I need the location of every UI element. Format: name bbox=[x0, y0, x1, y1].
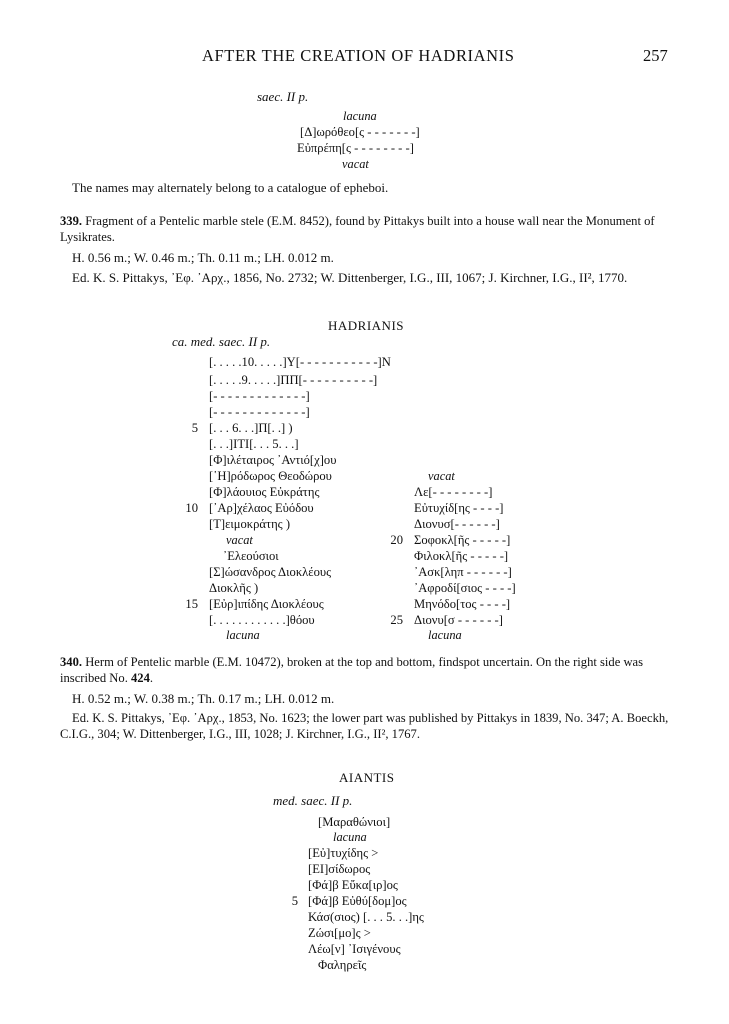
entry-340-edition: Ed. K. S. Pittakys, ᾿Εφ. ᾿Αρχ., 1853, No. 1623; the lower part was published by Pittakys in 1839, No. 347; A. Boeckh, C.I.G., 304; W. Dittenberger, I.G., III, 1028; J. Kirchner, I.G., II², 1767. bbox=[60, 711, 669, 741]
r339-line-2: Εὐτυχίδ[ης - - - -] bbox=[414, 501, 504, 515]
l339-lacuna: lacuna bbox=[226, 628, 260, 642]
a340-line-6: Κάσ(σιος) [. . . 5. . .]ης bbox=[308, 910, 424, 924]
l339-line-12: ᾿Ελεούσιοι bbox=[223, 549, 279, 563]
page-number: 257 bbox=[643, 46, 668, 65]
r339-line-7: ᾿Αφροδί[σιος - - - -] bbox=[414, 581, 516, 595]
l339-line-10: [᾿Αρ]χέλαος Εὐόδου bbox=[209, 501, 314, 515]
line-number: 15 bbox=[185, 597, 198, 611]
l339-line-14: Διοκλῆς ) bbox=[209, 581, 259, 595]
line-number: 5 bbox=[291, 894, 298, 908]
entry-340-number: 340. bbox=[60, 655, 83, 669]
l339-line-3: [- - - - - - - - - - - - -] bbox=[209, 389, 310, 403]
l339-line-4: [- - - - - - - - - - - - -] bbox=[209, 405, 310, 419]
l339-line-1: [. . . . .10. . . . .]Υ[- - - - - - - - - - -]Ν bbox=[209, 355, 391, 369]
r339-line-9: Διονυ[σ - - - - - -] bbox=[414, 613, 503, 627]
a340-line-4: [Φά]β Εὔκα[ιρ]ος bbox=[308, 878, 398, 892]
entry-339-date: ca. med. saec. II p. bbox=[172, 334, 271, 349]
prev-date bbox=[257, 89, 308, 105]
l339-line-2: [. . . . .9. . . . .]ΠΠ[- - - - - - - - - -] bbox=[209, 373, 378, 387]
l339-line-7: [Φ]ιλέταιρος ᾿Αντιό[χ]ου bbox=[209, 453, 337, 467]
r339-line-3: Διονυσ[- - - - - -] bbox=[414, 517, 500, 531]
entry-339-description-text: Fragment of a Pentelic marble stele (E.M. 8452), found by Pittakys built into a house wall near the Monument of Lysikrates. bbox=[60, 214, 655, 244]
entry-339-dimensions: H. 0.56 m.; W. 0.46 m.; Th. 0.11 m.; LH. 0.012 m. bbox=[72, 250, 334, 265]
entry-339-description bbox=[60, 213, 672, 245]
r339-line-1: Λε[- - - - - - - -] bbox=[414, 485, 493, 499]
prev-vacat: vacat bbox=[342, 157, 369, 171]
prev-date-text: saec. II p. bbox=[257, 89, 309, 104]
l339-line-11: [Τ]ειμοκράτης ) bbox=[209, 517, 291, 531]
a340-line-5: [Φά]β Εὐθύ[δομ]ος bbox=[308, 894, 407, 908]
entry-340-description-text: Herm of Pentelic marble (E.M. 10472), broken at the top and bottom, findspot uncertain. On the right side was inscribed No. bbox=[60, 655, 644, 685]
entry-340-date: med. saec. II p. bbox=[273, 793, 353, 808]
a340-line-7: Ζώσι[μο]ς > bbox=[308, 926, 371, 940]
running-title: AFTER THE CREATION OF HADRIANIS bbox=[202, 46, 515, 65]
a340-line-3: [ΕΙ]σίδωρος bbox=[308, 862, 371, 876]
line-number: 20 bbox=[390, 533, 403, 547]
entry-339-number: 339. bbox=[60, 214, 83, 228]
l339-vacat: vacat bbox=[226, 533, 253, 547]
a340-line-9: Φαληρεῖς bbox=[318, 958, 367, 972]
l339-line-9: [Φ]λάουιος Εὐκράτης bbox=[209, 485, 320, 499]
r339-lacuna: lacuna bbox=[428, 628, 462, 642]
tribe-heading-aiantis: AIANTIS bbox=[339, 770, 395, 785]
entry-340-description-end: . bbox=[149, 671, 154, 685]
l339-line-5: [. . . 6. . .]Π[. .] ) bbox=[209, 421, 293, 435]
line-number: 5 bbox=[191, 421, 198, 435]
prev-line-2: Εὐπρέπη[ς - - - - - - - -] bbox=[297, 141, 414, 155]
l339-line-6: [. . .]ΙΤΙ[. . . 5. . .] bbox=[209, 437, 299, 451]
a340-line-1: [Μαραθώνιοι] bbox=[318, 815, 391, 829]
entry-340-description bbox=[60, 654, 672, 686]
entry-339-edition: Ed. K. S. Pittakys, ᾿Εφ. ᾿Αρχ., 1856, No. 2732; W. Dittenberger, I.G., III, 1067; J. Kirchner, I.G., II², 1770. bbox=[72, 270, 628, 285]
a340-line-8: Λέω[ν] ᾿Ισιγένους bbox=[308, 942, 401, 956]
l339-line-16: [. . . . . . . . . . . .]θόου bbox=[209, 613, 315, 627]
line-number: 25 bbox=[390, 613, 403, 627]
l339-line-13: [Σ]ώσανδρος Διοκλέους bbox=[209, 565, 332, 579]
line-number: 10 bbox=[185, 501, 198, 515]
r339-vacat: vacat bbox=[428, 469, 455, 483]
entry-340-dimensions: H. 0.52 m.; W. 0.38 m.; Th. 0.17 m.; LH. 0.012 m. bbox=[72, 691, 335, 706]
l339-line-8: [῾Η]ρόδωρος Θεοδώρου bbox=[209, 469, 332, 483]
prev-note: The names may alternately belong to a catalogue of epheboi. bbox=[72, 180, 389, 195]
r339-line-8: Μηνόδο[τος - - - -] bbox=[414, 597, 511, 611]
r339-line-6: ᾿Ασκ[ληπ - - - - - -] bbox=[414, 565, 512, 579]
entry-340-cross-reference: 424 bbox=[131, 671, 150, 685]
l339-line-15: [Εὐρ]ιπίδης Διοκλέους bbox=[209, 597, 324, 611]
a340-line-2: [Εὐ]τυχίδης > bbox=[308, 846, 379, 860]
prev-lacuna: lacuna bbox=[343, 109, 377, 123]
r339-line-4: Σοφοκλ[ῆς - - - - -] bbox=[414, 533, 511, 547]
a340-lacuna: lacuna bbox=[333, 830, 367, 844]
tribe-heading-hadrianis: HADRIANIS bbox=[328, 318, 404, 333]
r339-line-5: Φιλοκλ[ῆς - - - - -] bbox=[414, 549, 509, 563]
prev-line-1: [Δ]ωρόθεο[ς - - - - - - -] bbox=[300, 125, 420, 139]
